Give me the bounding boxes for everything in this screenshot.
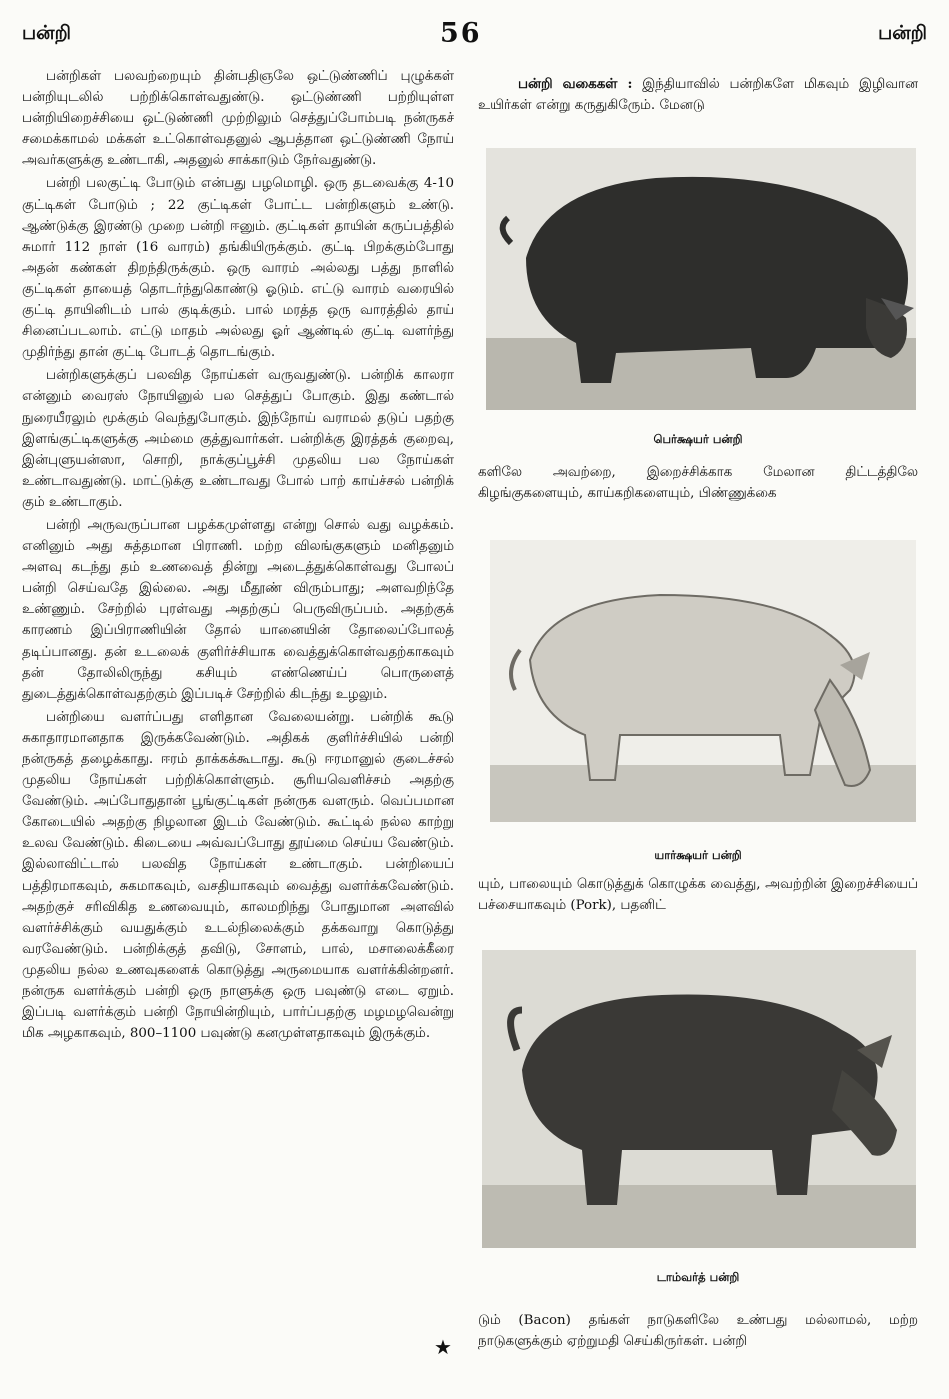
- paragraph-rearing: பன்றியை வளர்ப்பது எளிதான வேலையன்று. பன்றிக் கூடு சுகாதாரமானதாக இருக்கவேண்டும். அதிகக் குளிர்ச்சியில் பன்றி நன்ருகத் தழைக்காது. ஈரம் தாக்கக்கூடாது. கூடு ஈரமானுல் குடைச்சல் முதலிய நோய்கள் பற்றிக்கொள்ளும். சூரியவெளிச்சம் அதற்கு வேண்டும். அப்போதுதான் பூங்குட்டிகள் நன்ருக வளரும். வெப்பமான கோடையில் அதற்கு நிழலான இடம் வேண்டும். கூட்டில் நல்ல காற்று உலவ வேண்டும். கிடையை அவ்வப்போது தூய்மை செய்ய வேண்டும். இல்லாவிட்டால் பலவித நோய்கள் உண்டாகும். பன்றியைப் பத்திரமாகவும், சுகமாகவும், வசதியாகவும் வைத்து வளர்க்கவேண்டும். அதற்குச் சரிவிகித உணவையும், காலமறிந்து போதுமான அளவில் வளர்ச்சிக்கும் வயதுக்கும் உடல்நிலைக்கும் தக்கவாறு கொடுத்து வரவேண்டும். பன்றிக்குத் தவிடு, சோளம், பால், மசாலைக்கீரை முதலிய நல்ல உணவுகளைக் கொடுத்து அருமையாக வளர்க்கின்றனர். நன்ருக வளர்க்கும் பன்றி ஒரு நாளுக்கு ஒரு பவுண்டு எடை ஏறும். இப்படி வளர்க்கும் பன்றி நோயின்றியும், பார்ப்பதற்கு மழமழவென்று மிக அழகாகவும், 800–1100 பவுண்டு கனமுள்ளதாகவும் இருக்கும்.: [22, 709, 454, 1042]
- paragraph-right-4: டும் (Bacon) தங்கள் நாடுகளிலே உண்பது மல்லாமல், மற்ற நாடுகளுக்கும் ஏற்றுமதி செய்கிருர்கள். பன்றி: [478, 1313, 918, 1349]
- paragraph-habits: பன்றி அருவருப்பான பழக்கமுள்ளது என்று சொல் வது வழக்கம். எனினும் அது சுத்தமான பிராணி. மற்ற விலங்குகளும் மனிதனும் அளவு கடந்து தம் உணவைத் தின்று அடைத்துக்கொள்வது போலப் பன்றி செய்வதே இல்லை. அது மீதூண் விரும்பாது; அளவறிந்தே உண்ணும். சேற்றில் புரள்வது அதற்குப் பெருவிருப்பம். அதற்குக் காரணம் இப்பிராணியின் தோல் யானையின் தோலைப்போலத் தடிப்பானது. தன் உடலைக் குளிர்ச்சியாக வைத்துக்கொள்வதற்காகவும் தன் தோலிலிருந்து கசியும் எண்ணெய்ப் பொருளைத் துடைத்துக்கொள்வதற்கும் இப்படிச் சேற்றில் கிடந்து உழலும்.: [22, 517, 454, 702]
- right-text-intro: [478, 74, 918, 116]
- paragraph-right-2: களிலே அவற்றை, இறைச்சிக்காக மேலான திட்டத்திலே கிழங்குகளையும், காய்கறிகளையும், பிண்ணுக்கை: [478, 465, 918, 501]
- right-text-3: [478, 874, 918, 916]
- running-header-left: பன்றி: [22, 22, 71, 44]
- paragraph-parasites: பன்றிகள் பலவற்றையும் தின்பதிஞலே ஒட்டுண்ணிப் புழுக்கள் பன்றியுடலில் பற்றிக்கொள்வதுண்டு. ஒட்டுண்ணி பற்றியுள்ள பன்றியிறைச்சியை ஒட்டுண்ணி முற்றிலும் செத்துப்போம்படி நன்ருகச் சமைக்காமல் மக்கள் உட்கொள்வதனுல் ஆபத்தான ஒட்டுண்ணி நோய் அவர்களுக்கு உண்டாகி, அதனுல் சாக்காடும் நேர்வதுண்டு.: [22, 69, 454, 169]
- right-text-2: [478, 462, 918, 504]
- running-header-right: பன்றி: [878, 22, 927, 44]
- end-star-mark: ★: [434, 1335, 452, 1359]
- yorkshire-pig-figure: [490, 540, 916, 822]
- berkshire-pig-illustration: [486, 148, 916, 410]
- berkshire-pig-figure: [486, 148, 916, 410]
- paragraph-diseases: பன்றிகளுக்குப் பலவித நோய்கள் வருவதுண்டு. பன்றிக் காலரா என்னும் வைரஸ் நோயினுல் பல செத்துப் போகும். இது கண்டால் நுரையீரலும் மூக்கும் வெந்துபோகும். இந்நோய் வராமல் தடுப் பதற்கு இளங்குட்டிகளுக்கு அம்மை குத்துவார்கள். பன்றிக்கு இரத்தக் குறைவு, இன்புளுயன்ஸா, சொறி, நாக்குப்பூச்சி முதலிய பல நோய்கள் உண்டாவதுண்டு. மாட்டுக்கு உண்டாவது போல் பாற் காய்ச்சல் பன்றிக் கும் உண்டாகும்.: [22, 368, 454, 510]
- caption-berkshire: பெர்க்ஷயர் பன்றி: [653, 432, 743, 446]
- tamworth-pig-figure: [482, 950, 916, 1248]
- intro-text: இந்தியாவில் பன்றிகளே மிகவும் இழிவான உயிர்கள் என்று கருதுகிருேம். மேனடு: [478, 77, 918, 113]
- page-number: 56: [440, 18, 482, 49]
- caption-tamworth: டாம்வர்த் பன்றி: [656, 1270, 740, 1284]
- section-heading-pig-types: பன்றி வகைகள் :: [518, 76, 633, 92]
- caption-yorkshire: யார்க்ஷயர் பன்றி: [654, 848, 742, 862]
- paragraph-breeding: பன்றி பலகுட்டி போடும் என்பது பழமொழி. ஒரு தடவைக்கு 4-10 குட்டிகள் போடும் ; 22 குட்டிகள் போட்ட பன்றிகளும் உண்டு. ஆண்டுக்கு இரண்டு முறை பன்றி ஈனும். குட்டிகள் தாயின் கருப்பத்தில் சுமார் 112 நாள் (16 வாரம்) தங்கியிருக்கும். குட்டி பிறக்கும்போது அதன் கண்கள் திறந்திருக்கும். ஒரு வாரம் அல்லது பத்து நாளில் குட்டிகள் தாயைத் தொடர்ந்துகொண்டு ஓடும். எட்டு வாரம் வரையில் குட்டி தாயினிடம் பால் குடிக்கும். பால் மரத்த ஒரு வாரத்தில் தாய் சினைப்படலாம். எட்டு மாதம் அல்லது ஓர் ஆண்டில் குட்டி வளர்ந்து முதிர்ந்து தான் குட்டி போடத் தொடங்கும்.: [22, 176, 454, 361]
- tamworth-pig-illustration: [482, 950, 916, 1248]
- right-text-4: [478, 1310, 918, 1352]
- paragraph-right-3: யும், பாலையும் கொடுத்துக் கொழுக்க வைத்து, அவற்றின் இறைச்சியைப் பச்சையாகவும் (Pork), பதனிட்: [478, 877, 918, 913]
- yorkshire-pig-illustration: [490, 540, 916, 822]
- left-text-column: [22, 66, 454, 1044]
